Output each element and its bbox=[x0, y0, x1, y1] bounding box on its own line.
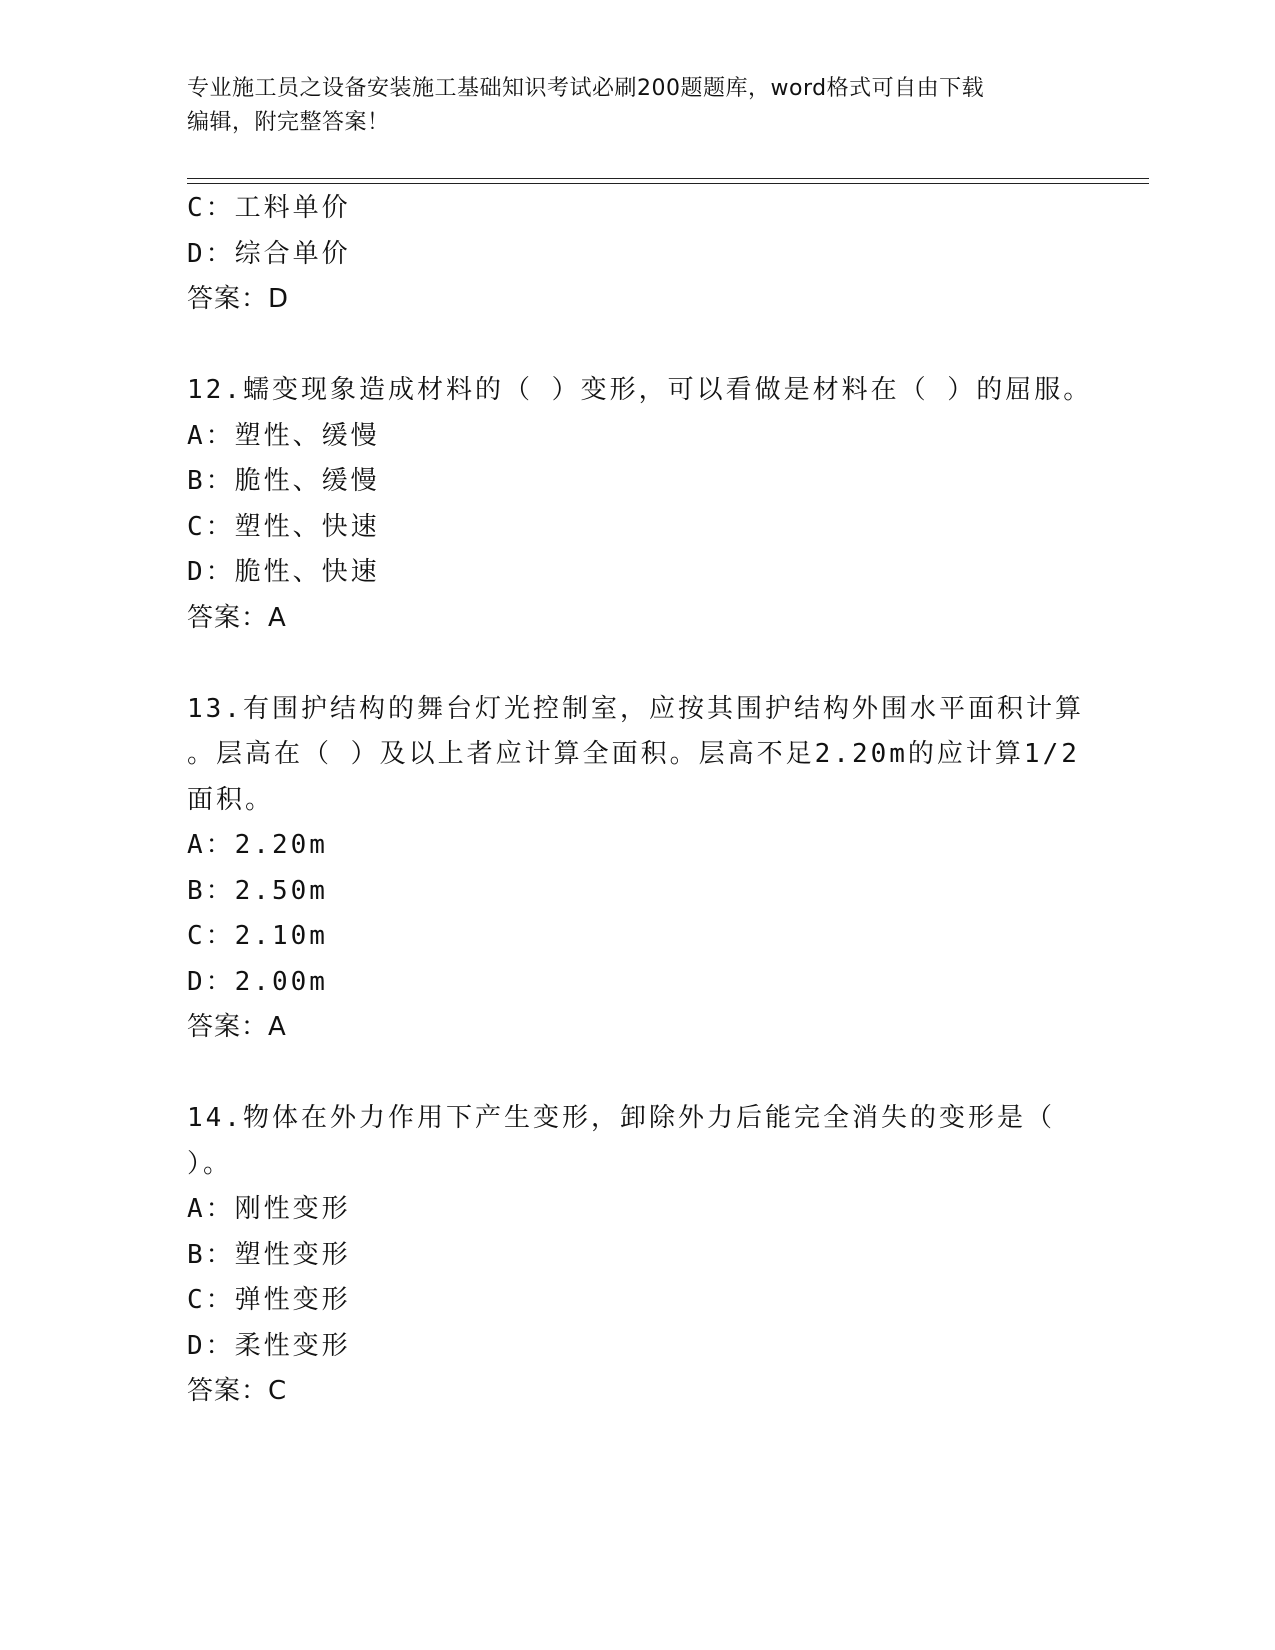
question-stem-line-2: 。层高在（ ）及以上者应计算全面积。层高不足2.20m的应计算1/2 bbox=[187, 739, 1080, 769]
question-13 bbox=[187, 687, 1087, 1051]
option-b: B：脆性、缓慢 bbox=[187, 466, 380, 496]
option-a: A：塑性、缓慢 bbox=[187, 420, 380, 451]
header-title-line-2: 编辑，附完整答案！ bbox=[187, 110, 390, 135]
question-stem-line-3: 面积。 bbox=[187, 784, 275, 815]
answer: 答案：D bbox=[187, 284, 290, 314]
option-c: C：弹性变形 bbox=[187, 1285, 351, 1315]
question-stem-line-1: 14.物体在外力作用下产生变形，卸除外力后能完全消失的变形是（ bbox=[187, 1103, 1055, 1133]
option-a: A：2.20m bbox=[187, 830, 328, 860]
question-12 bbox=[187, 368, 1093, 641]
option-b: B：2.50m bbox=[187, 875, 328, 906]
option-c: C：塑性、快速 bbox=[187, 511, 380, 542]
option-d: D：柔性变形 bbox=[187, 1330, 351, 1361]
question-stem-line-1: 13.有围护结构的舞台灯光控制室，应按其围护结构外围水平面积计算 bbox=[187, 693, 1084, 724]
option-d: D：2.00m bbox=[187, 966, 328, 997]
header-title-line-1: 专业施工员之设备安装施工基础知识考试必刷200题题库，word格式可自由下载 bbox=[187, 76, 985, 101]
question-stem-line-2: ）。 bbox=[187, 1148, 233, 1179]
question-stem: 12.蠕变现象造成材料的（ ）变形，可以看做是材料在（ ）的屈服。 bbox=[187, 375, 1093, 405]
header-divider-top bbox=[187, 178, 1149, 179]
option-c: C：2.10m bbox=[187, 921, 328, 951]
answer: 答案：A bbox=[187, 602, 287, 633]
option-d: D：脆性、快速 bbox=[187, 557, 380, 587]
option-a: A：刚性变形 bbox=[187, 1194, 351, 1224]
answer: 答案：A bbox=[187, 1012, 287, 1042]
header-divider-bottom bbox=[187, 183, 1149, 184]
spacer bbox=[187, 1051, 1087, 1097]
question-list bbox=[187, 186, 1093, 1415]
question-11-tail bbox=[187, 186, 1087, 323]
option-d: D：综合单价 bbox=[187, 238, 351, 269]
option-c: C：工料单价 bbox=[187, 193, 351, 223]
document-header bbox=[187, 72, 1087, 140]
answer: 答案：C bbox=[187, 1376, 288, 1406]
spacer bbox=[187, 323, 1087, 369]
question-14 bbox=[187, 1096, 1087, 1415]
spacer bbox=[187, 641, 1087, 687]
option-b: B：塑性变形 bbox=[187, 1239, 351, 1270]
